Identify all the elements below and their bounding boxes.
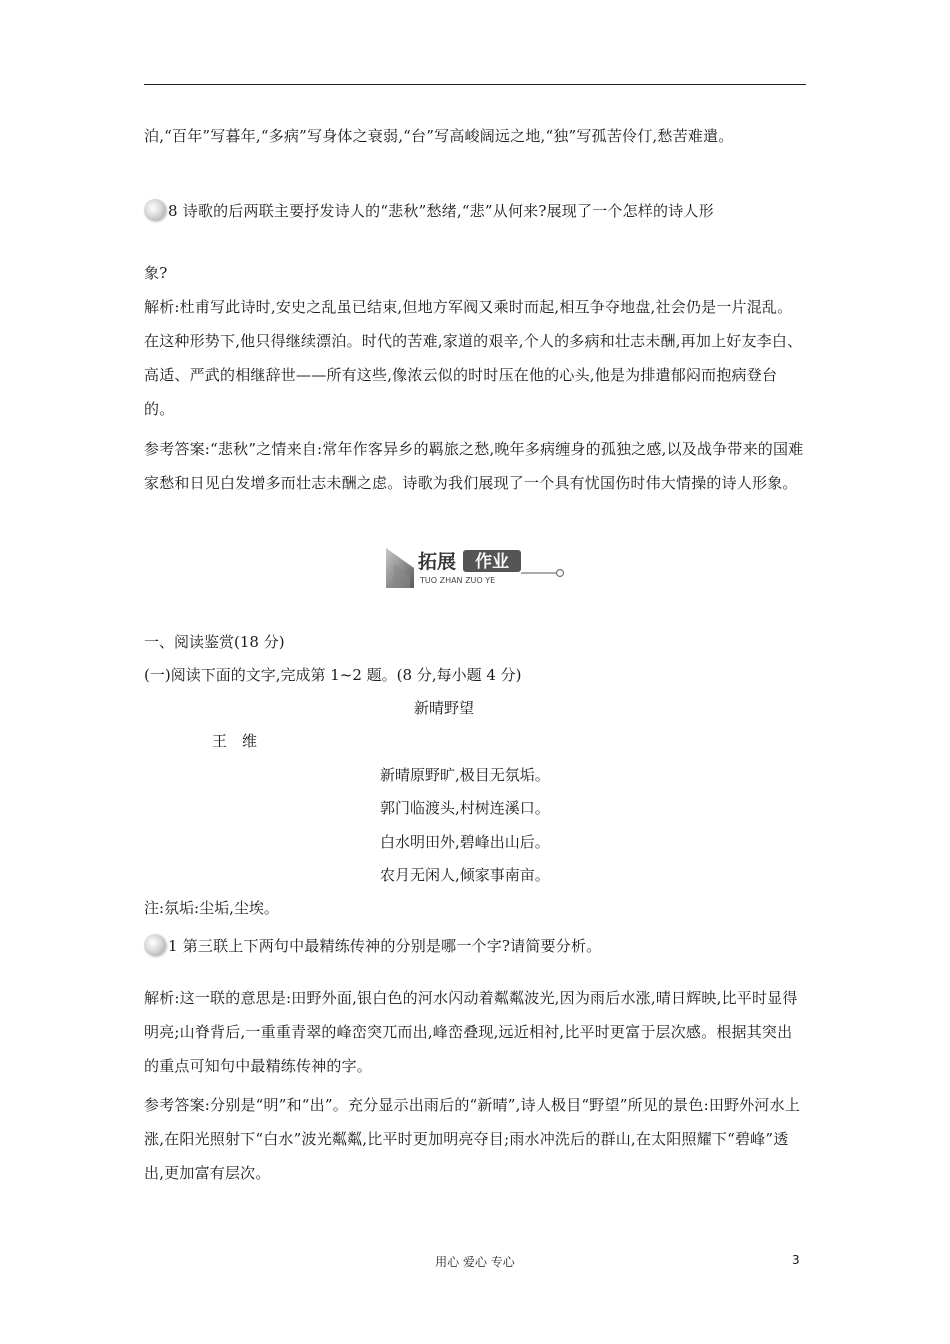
answer-8: 参考答案:“悲秋”之情来自:常年作客异乡的羁旅之愁,晚年多病缠身的孤独之感,以及战争带来的国难家愁和日见白发增多而壮志未酬之虑。诗歌为我们展现了一个具有忧国伤时伟大情操的诗人形象。 xyxy=(144,440,804,492)
poem-line: 郭门临渡头,村树连溪口。 xyxy=(380,799,550,817)
poem-line: 白水明田外,碧峰出山后。 xyxy=(380,833,550,851)
question-8-continued: 象? xyxy=(144,264,168,282)
analysis-1: 解析:这一联的意思是:田野外面,银白色的河水闪动着粼粼波光,因为雨后水涨,晴日辉映,比平时显得明亮;山脊背后,一重重青翠的峰峦突兀而出,峰峦叠现,远近相衬,比平时更富于层次感。根据其突出的重点可知句中最精练传神的字。 xyxy=(144,989,798,1075)
section-heading: 一、阅读鉴赏(18 分) xyxy=(144,633,285,651)
header-rule xyxy=(144,84,806,85)
footer-motto: 用心 爱心 专心 xyxy=(435,1255,515,1269)
part-instruction: (一)阅读下面的文字,完成第 1~2 题。(8 分,每小题 4 分) xyxy=(144,666,522,684)
poem-author: 王 维 xyxy=(212,732,258,750)
answer-1: 参考答案:分别是“明”和“出”。充分显示出雨后的“新晴”,诗人极目“野望”所见的景色:田野外河水上涨,在阳光照射下“白水”波光粼粼,比平时更加明亮夺目;雨水冲洗后的群山,在太阳照耀下“碧峰”透出,更加富有层次。 xyxy=(144,1096,801,1182)
poem-line: 新晴原野旷,极目无氛垢。 xyxy=(380,766,550,784)
question-8: 8 诗歌的后两联主要抒发诗人的“悲秋”愁绪,“悲”从何来?展现了一个怎样的诗人形 xyxy=(144,194,806,228)
question-bubble-icon xyxy=(144,199,166,221)
tuozhan-banner xyxy=(384,546,568,590)
analysis-8: 解析:杜甫写此诗时,安史之乱虽已结束,但地方军阀又乘时而起,相互争夺地盘,社会仍是一片混乱。在这种形势下,他只得继续漂泊。时代的苦难,家道的艰辛,个人的多病和壮志未酬,再加上好友李白、高适、严武的相继辞世——所有这些,像浓云似的时时压在他的心头,他是为排遣郁闷而抱病登台的。 xyxy=(144,298,803,418)
poem-note: 注:氛垢:尘垢,尘埃。 xyxy=(144,899,279,917)
continuation-paragraph: 泊,“百年”写暮年,“多病”写身体之衰弱,“台”写高峻阔远之地,“独”写孤苦伶仃,愁苦难遣。 xyxy=(144,127,734,145)
svg-text:TUO ZHAN ZUO YE: TUO ZHAN ZUO YE xyxy=(420,576,496,585)
svg-text:作业: 作业 xyxy=(475,552,509,572)
page-number: 3 xyxy=(792,1253,800,1267)
poem-title: 新晴野望 xyxy=(414,699,475,717)
question-1: 1 第三联上下两句中最精练传神的分别是哪一个字?请简要分析。 xyxy=(144,929,806,963)
poem-line: 农月无闲人,倾家事南亩。 xyxy=(380,866,550,884)
question-bubble-icon xyxy=(144,934,166,956)
svg-text:拓展: 拓展 xyxy=(418,551,457,573)
